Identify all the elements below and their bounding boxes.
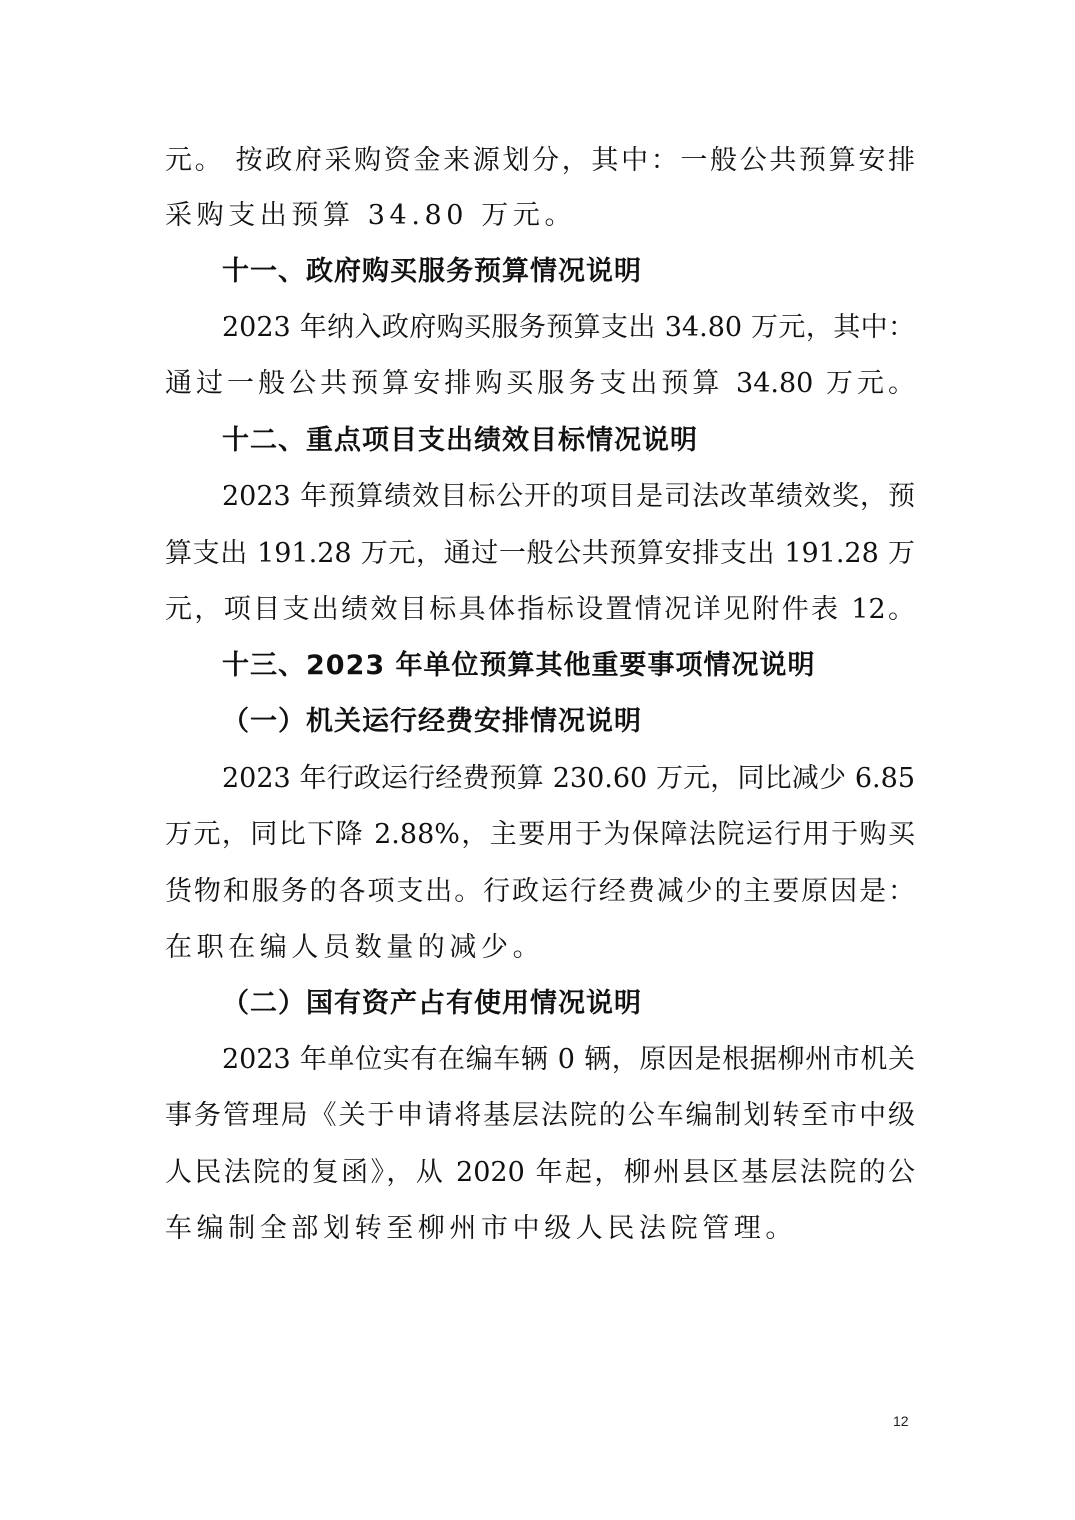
paragraph-line: 2023 年预算绩效目标公开的项目是司法改革绩效奖，预 <box>222 481 915 512</box>
paragraph-line: 在职在编人员数量的减少。 <box>165 932 545 963</box>
paragraph-line: 元，项目支出绩效目标具体指标设置情况详见附件表 12。 <box>165 594 915 625</box>
paragraph-line: 万元，同比下降 2.88%，主要用于为保障法院运行用于购买 <box>165 819 915 850</box>
paragraph-line: 事务管理局《关于申请将基层法院的公车编制划转至市中级 <box>165 1100 915 1131</box>
subsection-heading: （二）国有资产占有使用情况说明 <box>222 988 642 1019</box>
subsection-heading: （一）机关运行经费安排情况说明 <box>222 706 642 737</box>
paragraph-line: 2023 年单位实有在编车辆 0 辆，原因是根据柳州市机关 <box>222 1044 915 1075</box>
paragraph-line: 2023 年行政运行经费预算 230.60 万元，同比减少 6.85 <box>222 763 915 794</box>
section-heading: 十二、重点项目支出绩效目标情况说明 <box>222 425 698 456</box>
page-number: 12 <box>893 1413 909 1429</box>
paragraph-line: 2023 年纳入政府购买服务预算支出 34.80 万元，其中： <box>222 312 915 343</box>
paragraph-line: 元。 按政府采购资金来源划分，其中：一般公共预算安排 <box>165 145 915 176</box>
paragraph-line: 人民法院的复函》，从 2020 年起，柳州县区基层法院的公 <box>165 1157 915 1188</box>
section-heading: 十一、政府购买服务预算情况说明 <box>222 256 642 287</box>
paragraph-line: 算支出 191.28 万元，通过一般公共预算安排支出 191.28 万 <box>165 538 915 569</box>
paragraph-line: 采购支出预算 34.80 万元。 <box>165 200 577 231</box>
section-heading: 十三、2023 年单位预算其他重要事项情况说明 <box>222 650 816 681</box>
paragraph-line: 货物和服务的各项支出。行政运行经费减少的主要原因是： <box>165 876 915 907</box>
paragraph-line: 通过一般公共预算安排购买服务支出预算 34.80 万元。 <box>165 368 915 399</box>
paragraph-line: 车编制全部划转至柳州市中级人民法院管理。 <box>165 1213 797 1244</box>
